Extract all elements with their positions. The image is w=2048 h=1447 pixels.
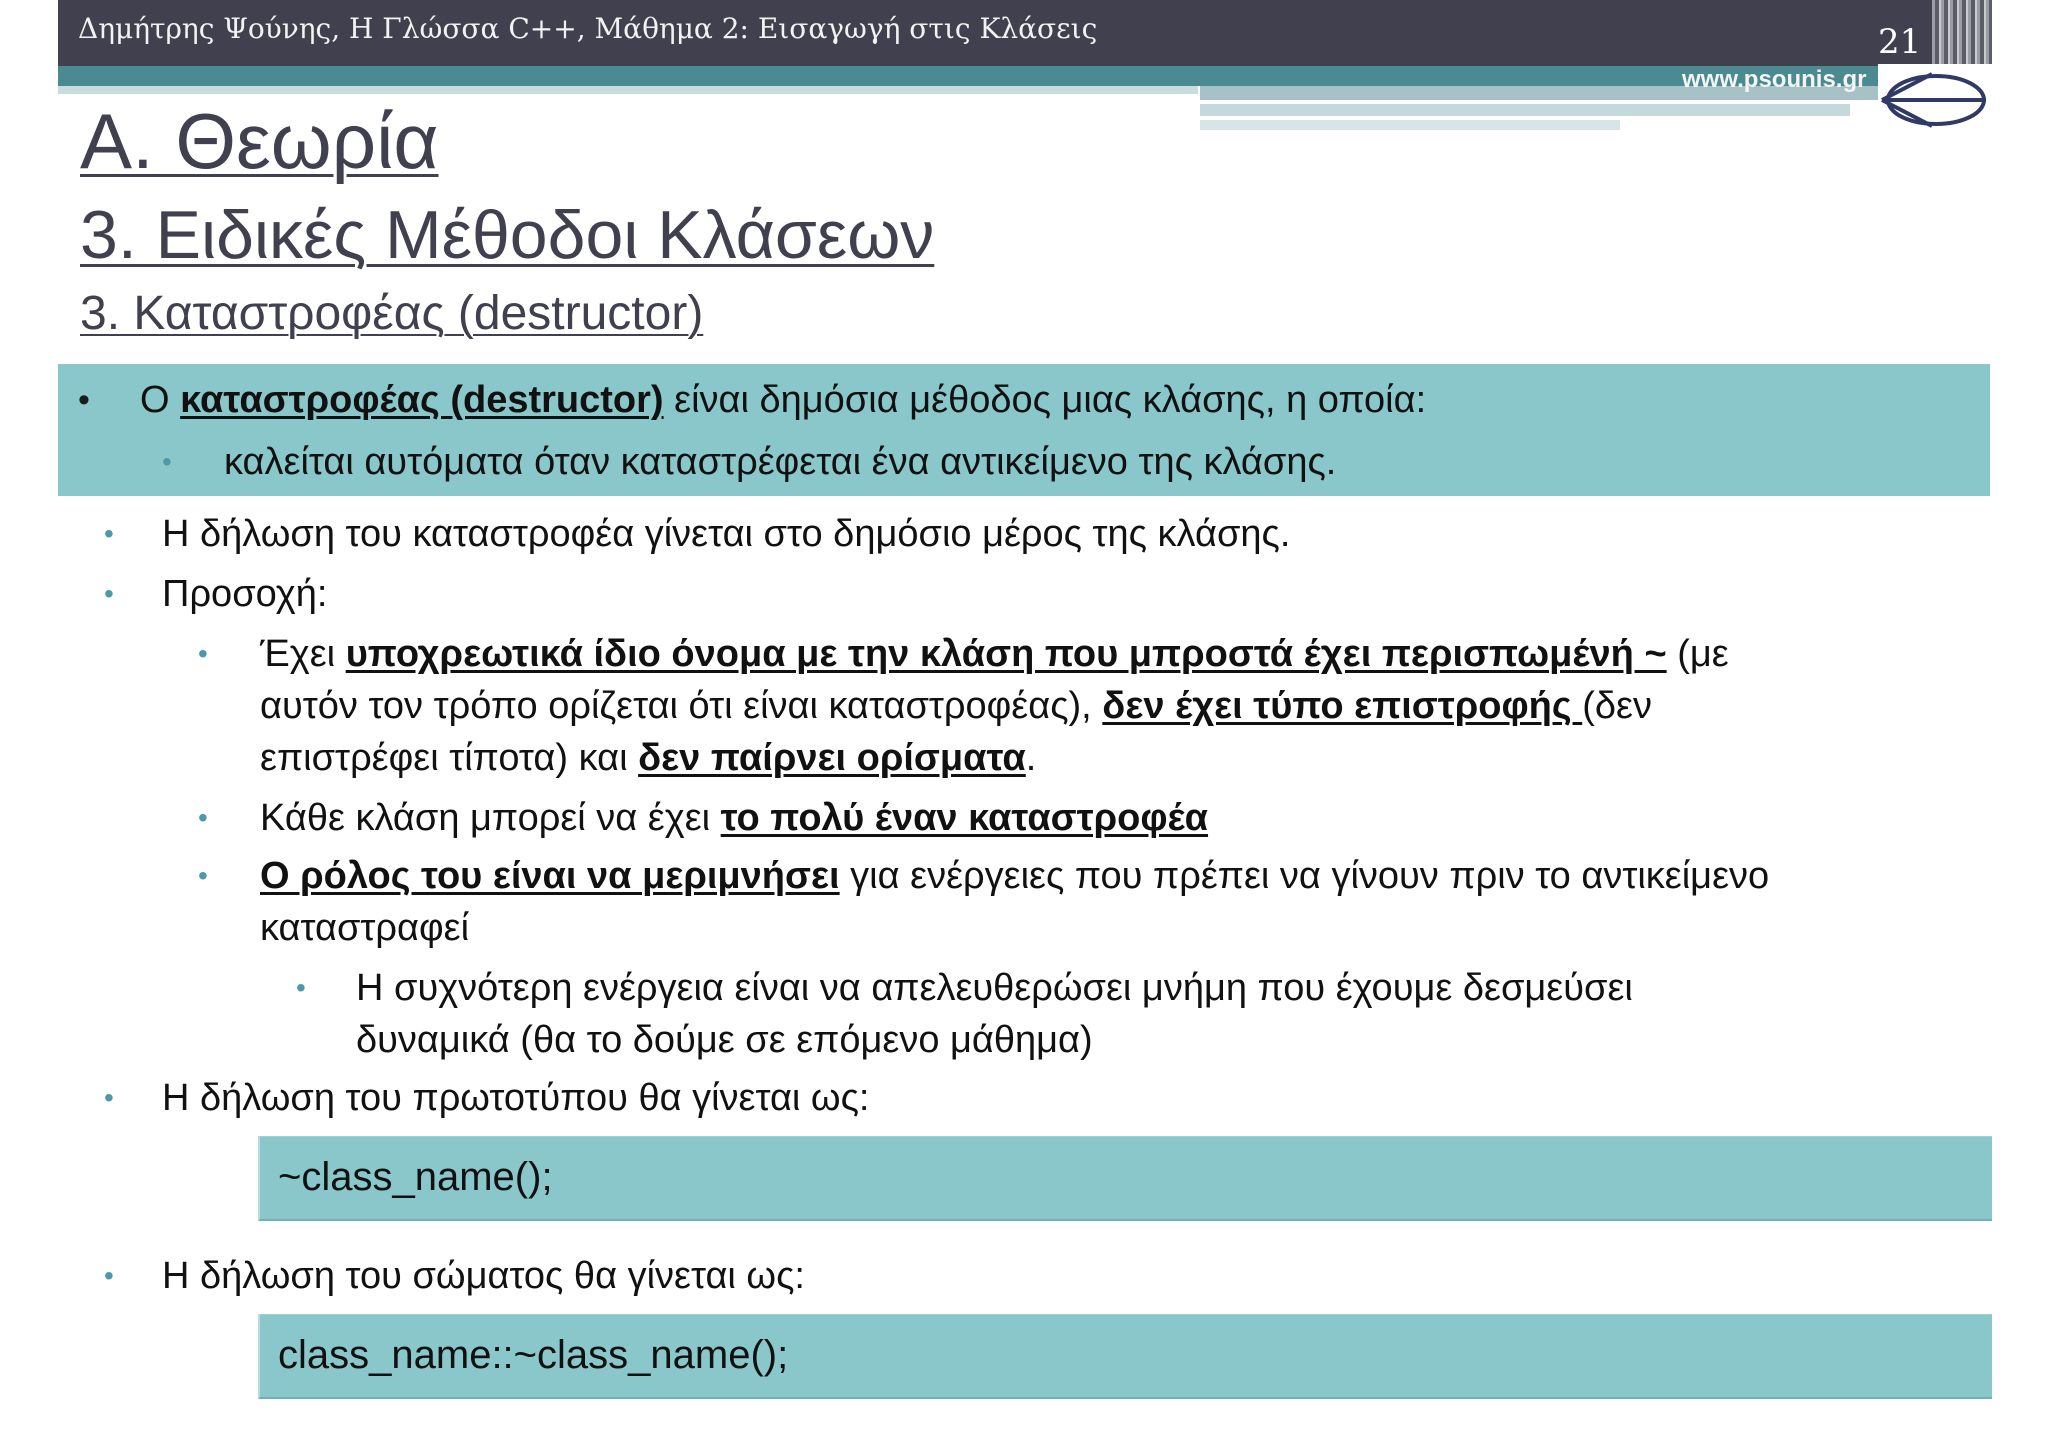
code-text: class_name::~class_name(); <box>278 1333 789 1377</box>
code-text: ~class_name(); <box>278 1155 553 1199</box>
text-run: (με <box>1666 633 1729 675</box>
body-line: Η δήλωση του καταστροφέα γίνεται στο δημόσιο μέρος της κλάσης. <box>162 513 1291 555</box>
code-block-prototype <box>258 1136 1992 1221</box>
header-light-band <box>58 86 1198 94</box>
emphasis-text: δεν παίρνει ορίσματα <box>638 737 1026 779</box>
text-run: Ο <box>140 379 181 421</box>
header-decoration <box>1932 0 1992 64</box>
topic-title: 3. Καταστροφέας (destructor) <box>80 287 704 340</box>
body-line <box>260 796 1208 840</box>
bullet-marker: • <box>162 446 172 477</box>
text-run: για ενέργειες που πρέπει να γίνουν πριν το αντικείμενο <box>839 855 1770 897</box>
section-title: Α. Θεωρία <box>80 97 439 185</box>
text-run: είναι δημόσια μέθοδος μιας κλάσης, η οποία: <box>663 379 1427 421</box>
bullet-marker: • <box>198 860 208 891</box>
bullet-marker: • <box>296 972 306 1003</box>
decor-strip <box>1200 104 1850 116</box>
emphasis-text: δεν έχει τύπο επιστροφής <box>1102 685 1583 727</box>
text-run: αυτόν τον τρόπο ορίζεται ότι είναι καταστροφέας), <box>260 685 1103 727</box>
text-run: επιστρέφει τίποτα) και <box>260 737 639 779</box>
body-line: Η δήλωση του σώματος θα γίνεται ως: <box>162 1255 805 1297</box>
body-line: Η δήλωση του πρωτοτύπου θα γίνεται ως: <box>162 1077 870 1119</box>
bullet-marker: • <box>104 518 114 549</box>
body-line: δυναμικά (θα το δούμε σε επόμενο μάθημα) <box>356 1019 1093 1061</box>
body-line: Η συχνότερη ενέργεια είναι να απελευθερώσει μνήμη που έχουμε δεσμεύσει <box>356 967 1633 1009</box>
course-title: Δημήτρης Ψούνης, Η Γλώσσα C++, Μάθημα 2: Εισαγωγή στις Κλάσεις <box>78 12 1098 45</box>
definition-sub-line: καλείται αυτόματα όταν καταστρέφεται ένα αντικείμενο της κλάσης. <box>224 441 1337 483</box>
body-line <box>260 632 1729 676</box>
text-run: Έχει <box>260 633 346 675</box>
bullet-marker: • <box>198 638 208 669</box>
bullet-marker: • <box>198 802 208 833</box>
text-run: (δεν <box>1582 685 1652 727</box>
text-run: . <box>1025 737 1037 779</box>
emphasis-text: υποχρεωτικά ίδιο όνομα με την κλάση που μπροστά έχει περισπωμένή ~ <box>345 633 1667 675</box>
text-run: Κάθε κλάση μπορεί να έχει <box>260 797 721 839</box>
body-line: Προσοχή: <box>162 573 328 615</box>
definition-line <box>140 378 1426 422</box>
emphasis-text: καταστροφέας (destructor) <box>180 379 664 421</box>
page-number: 21 <box>1878 22 1922 62</box>
bullet-marker: • <box>104 1082 114 1113</box>
bullet-marker: • <box>104 578 114 609</box>
header-teal-band <box>58 66 1926 86</box>
decor-strip <box>1200 120 1620 130</box>
psounis-logo-icon <box>1878 64 1990 134</box>
code-block-body <box>258 1314 1992 1399</box>
emphasis-text: το πολύ έναν καταστροφέα <box>720 797 1209 839</box>
body-line: καταστραφεί <box>260 907 470 949</box>
bullet-marker: • <box>104 1260 114 1291</box>
body-line <box>260 736 1036 780</box>
emphasis-text: Ο ρόλος του είναι να μεριμνήσει <box>260 855 840 897</box>
bullet-marker: • <box>78 381 90 419</box>
chapter-title: 3. Ειδικές Μέθοδοι Κλάσεων <box>80 197 935 273</box>
body-line <box>260 854 1769 898</box>
website-link[interactable]: www.psounis.gr <box>1682 66 1867 93</box>
body-line <box>260 684 1652 728</box>
